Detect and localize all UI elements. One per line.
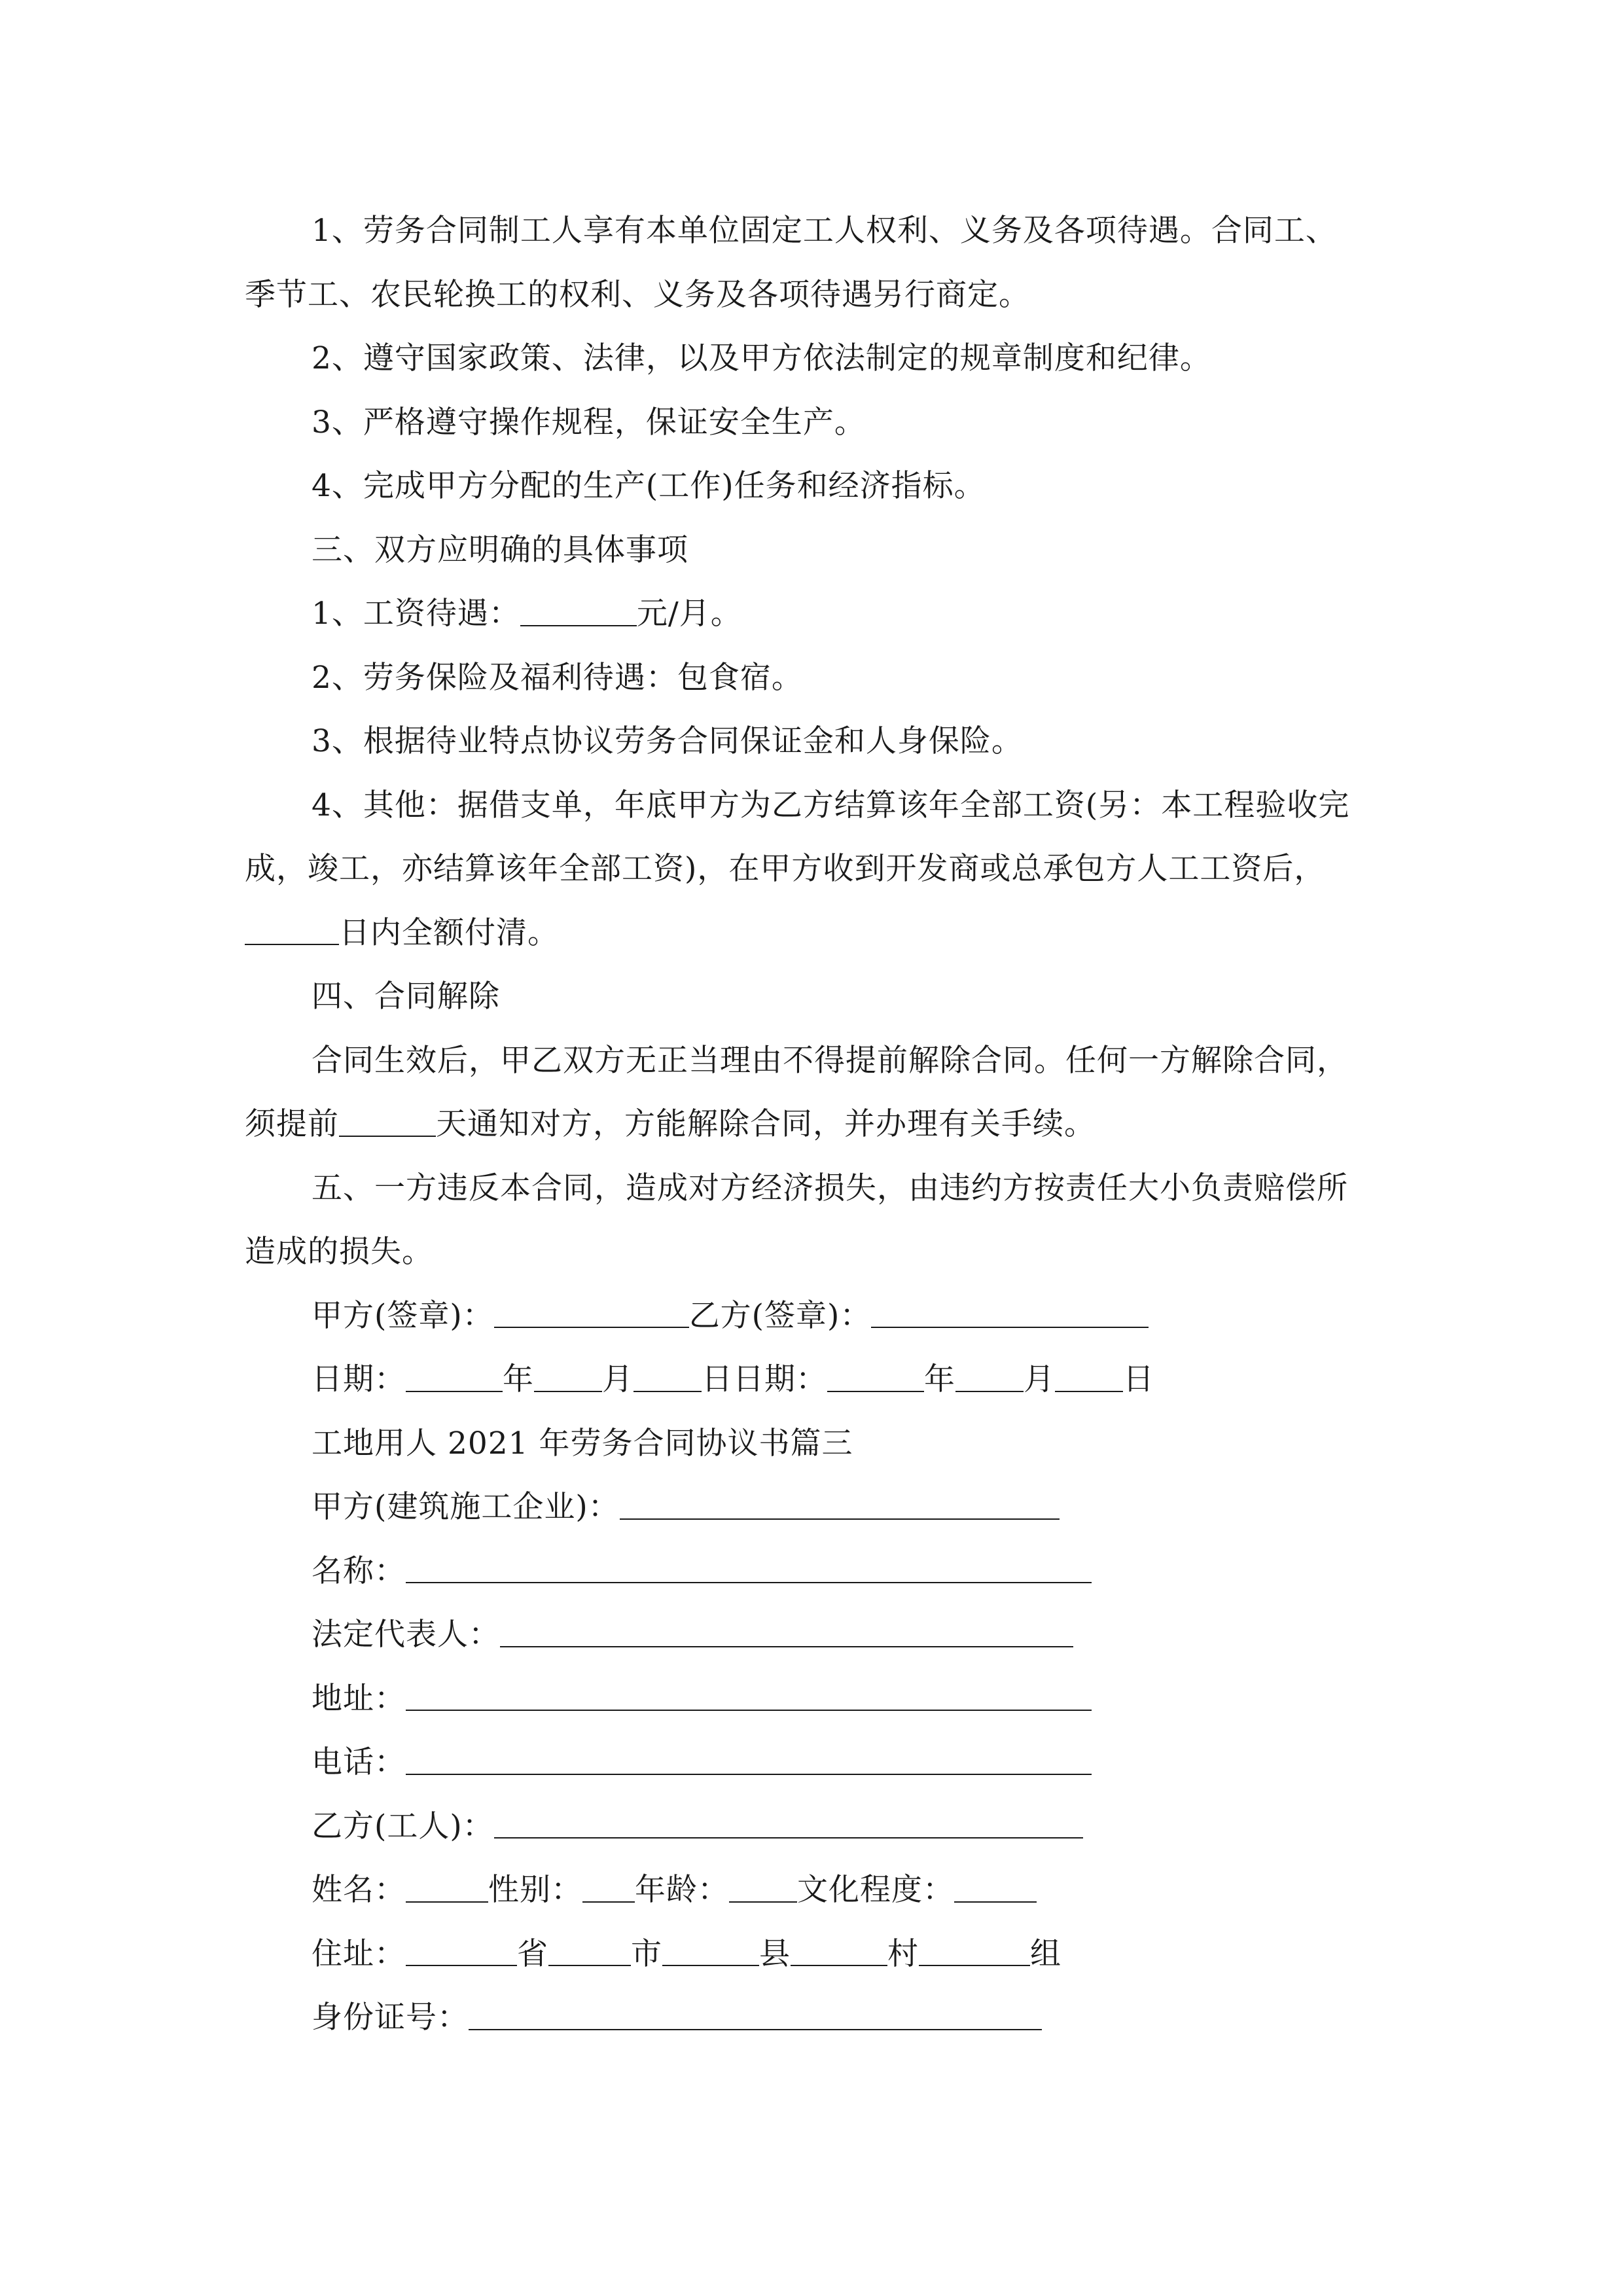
date-line	[245, 1348, 1390, 1412]
section-5-line-1: 五、一方违反本合同，造成对方经济损失，由违约方按责任大小负责赔偿所	[312, 1170, 1348, 1206]
clause-4: 4、完成甲方分配的生产(工作)任务和经济指标。	[312, 468, 986, 504]
province-label: 省	[517, 1935, 548, 1972]
legal-rep-blank[interactable]	[500, 1617, 1073, 1647]
city-blank[interactable]	[548, 1936, 631, 1967]
worker-info-line	[245, 1858, 1390, 1922]
date-label-a: 日期：	[312, 1361, 406, 1397]
party-b-sign-blank[interactable]	[871, 1298, 1149, 1329]
date-label-b: 日日期：	[702, 1361, 827, 1397]
section-5-line-2: 造成的损失。	[245, 1234, 433, 1270]
section-3-item-4-line-1: 4、其他：据借支单，年底甲方为乙方结算该年全部工资(另：本工程验收完	[312, 787, 1350, 823]
clause-1-line-2: 季节工、农民轮换工的权利、义务及各项待遇另行商定。	[245, 276, 1030, 313]
id-line	[245, 1986, 1390, 2050]
gender-label: 性别：	[488, 1872, 582, 1908]
village-label: 村	[887, 1935, 919, 1972]
age-blank[interactable]	[729, 1872, 797, 1903]
section-3-heading: 三、双方应明确的具体事项	[312, 531, 688, 568]
residence-line	[245, 1922, 1390, 1986]
payment-days-blank[interactable]	[245, 915, 339, 946]
clause-3: 3、严格遵守操作规程，保证安全生产。	[312, 404, 866, 440]
date-a-year: 年	[503, 1361, 534, 1397]
address-line	[245, 1667, 1390, 1731]
signature-line	[245, 1284, 1390, 1348]
employer-line	[245, 1475, 1390, 1539]
name-line	[245, 1539, 1390, 1604]
payment-days-text: 日内全额付清。	[339, 914, 559, 951]
date-b-year: 年	[924, 1361, 955, 1397]
education-label: 文化程度：	[797, 1872, 954, 1908]
address-blank[interactable]	[406, 1681, 1092, 1712]
education-blank[interactable]	[954, 1872, 1037, 1903]
worker-label: 乙方(工人)：	[312, 1808, 494, 1844]
province-blank[interactable]	[406, 1936, 517, 1967]
wage-label: 1、工资待遇：	[312, 596, 520, 632]
date-a-day-blank[interactable]	[633, 1361, 702, 1392]
clause-2: 2、遵守国家政策、法律，以及甲方依法制定的规章制度和纪律。	[312, 340, 1211, 376]
phone-blank[interactable]	[406, 1744, 1092, 1775]
notice-days-blank[interactable]	[339, 1106, 436, 1137]
wage-unit: 元/月。	[636, 596, 742, 632]
notice-label: 须提前	[245, 1106, 339, 1142]
id-label: 身份证号：	[312, 2000, 469, 2036]
section-3-item-4-line-3	[245, 901, 1390, 965]
section-3-item-4-line-2: 成，竣工，亦结算该年全部工资)，在甲方收到开发商或总承包方人工工资后，	[245, 851, 1326, 887]
date-b-day-blank[interactable]	[1055, 1361, 1123, 1392]
county-blank[interactable]	[662, 1936, 759, 1967]
group-label: 组	[1030, 1935, 1061, 1972]
name-label: 名称：	[312, 1552, 406, 1589]
date-b-year-blank[interactable]	[827, 1361, 924, 1392]
party-a-sign-blank[interactable]	[494, 1298, 689, 1329]
city-label: 市	[631, 1935, 662, 1972]
worker-line	[245, 1795, 1390, 1859]
village-blank[interactable]	[791, 1936, 887, 1967]
section-3-item-1	[245, 582, 1390, 646]
section-3-item-2: 2、劳务保险及福利待遇：包食宿。	[312, 659, 803, 696]
residence-label: 住址：	[312, 1935, 406, 1972]
employer-blank[interactable]	[620, 1489, 1060, 1520]
document-body	[245, 199, 1390, 2050]
section-4-line-1: 合同生效后，甲乙双方无正当理由不得提前解除合同。任何一方解除合同，	[312, 1042, 1348, 1079]
section-4-heading: 四、合同解除	[312, 978, 500, 1014]
date-a-year-blank[interactable]	[406, 1361, 503, 1392]
group-blank[interactable]	[919, 1936, 1030, 1967]
date-b-month: 月	[1024, 1361, 1055, 1397]
legal-rep-line	[245, 1603, 1390, 1667]
part-3-title: 工地用人 2021 年劳务合同协议书篇三	[312, 1425, 853, 1462]
worker-name-blank[interactable]	[406, 1872, 488, 1903]
section-4-line-2	[245, 1092, 1390, 1157]
phone-label: 电话：	[312, 1744, 406, 1780]
date-b-day: 日	[1123, 1361, 1154, 1397]
id-blank[interactable]	[469, 2000, 1042, 2030]
date-a-month-blank[interactable]	[534, 1361, 602, 1392]
worker-blank[interactable]	[494, 1808, 1083, 1839]
date-b-month-blank[interactable]	[955, 1361, 1024, 1392]
employer-label: 甲方(建筑施工企业)：	[312, 1489, 620, 1525]
notice-text: 天通知对方，方能解除合同，并办理有关手续。	[436, 1106, 1096, 1142]
clause-1-line-1: 1、劳务合同制工人享有本单位固定工人权利、义务及各项待遇。合同工、	[312, 213, 1337, 249]
date-a-month: 月	[602, 1361, 633, 1397]
worker-name-label: 姓名：	[312, 1872, 406, 1908]
party-b-sign-label: 乙方(签章)：	[688, 1297, 872, 1334]
wage-blank[interactable]	[520, 596, 637, 626]
phone-line	[245, 1731, 1390, 1795]
legal-rep-label: 法定代表人：	[312, 1617, 500, 1653]
gender-blank[interactable]	[582, 1872, 635, 1903]
section-3-item-3: 3、根据待业特点协议劳务合同保证金和人身保险。	[312, 723, 1023, 759]
name-blank[interactable]	[406, 1553, 1092, 1584]
county-label: 县	[759, 1935, 791, 1972]
party-a-sign-label: 甲方(签章)：	[312, 1297, 494, 1334]
address-label: 地址：	[312, 1680, 406, 1717]
age-label: 年龄：	[635, 1872, 729, 1908]
